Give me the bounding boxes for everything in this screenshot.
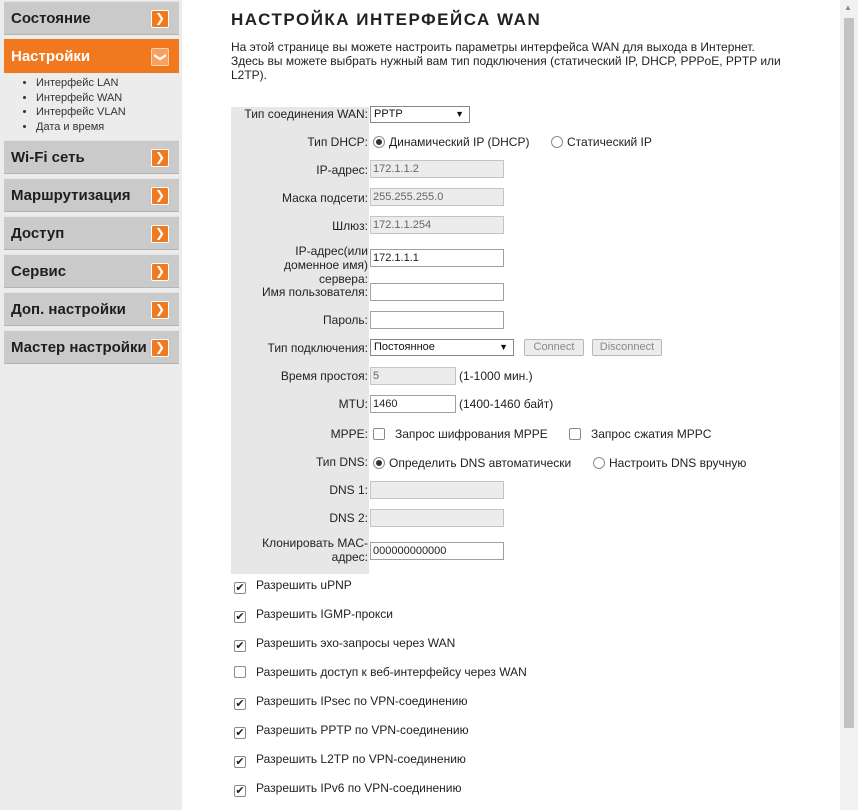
main-content bbox=[186, 0, 840, 810]
scrollbar-thumb[interactable] bbox=[844, 18, 854, 728]
page-description: На этой странице вы можете настроить параметры интерфейса WAN для выхода в Интернет. Здесь вы можете выбрать нужный вам тип подключения (статический IP, DHCP, PPPoE, PPTP или L2TP). bbox=[231, 40, 781, 82]
option-ipsec-vpn[interactable] bbox=[234, 694, 467, 710]
checkbox-checked-icon[interactable]: ✔ bbox=[235, 755, 245, 768]
dns1-label: DNS 1: bbox=[329, 483, 368, 497]
chevron-right-icon: ❯ bbox=[151, 301, 169, 319]
server-field[interactable]: 172.1.1.1 bbox=[370, 249, 504, 267]
submenu-item-lan[interactable]: • Интерфейс LAN bbox=[36, 76, 126, 91]
nav-item-label: Мастер настройки bbox=[11, 339, 147, 356]
checkbox-checked-icon[interactable]: ✔ bbox=[235, 784, 245, 797]
caret-down-icon: ▼ bbox=[455, 109, 464, 119]
dns-manual-option[interactable] bbox=[593, 456, 746, 470]
checkbox-checked-icon[interactable]: ✔ bbox=[235, 726, 245, 739]
conn-type-select[interactable] bbox=[370, 339, 514, 356]
option-label: Разрешить IPsec по VPN-соединению bbox=[256, 694, 468, 708]
option-wan-web-access[interactable] bbox=[234, 665, 527, 679]
dns-auto-label: Определить DNS автоматически bbox=[389, 456, 572, 470]
conn-type-value: Постоянное bbox=[374, 341, 435, 353]
mask-label: Маска подсети: bbox=[281, 191, 368, 205]
option-label: Разрешить эхо-запросы через WAN bbox=[256, 636, 456, 650]
chevron-down-icon: ❯ bbox=[151, 48, 169, 66]
password-field[interactable] bbox=[370, 311, 504, 329]
dhcp-dynamic-label: Динамический IP (DHCP) bbox=[389, 135, 530, 149]
submenu-item-datetime[interactable]: • Дата и время bbox=[36, 120, 126, 135]
mppc-compression-option[interactable] bbox=[569, 427, 711, 441]
dns-manual-label: Настроить DNS вручную bbox=[609, 456, 747, 470]
dhcp-type-label: Тип DHCP: bbox=[307, 135, 368, 149]
mppe-label: MPPE: bbox=[330, 427, 368, 441]
nav-item-label: Доступ bbox=[11, 225, 65, 242]
option-wan-ping[interactable] bbox=[234, 636, 455, 652]
option-label: Разрешить IGMP-прокси bbox=[256, 607, 394, 621]
ip-field[interactable]: 172.1.1.2 bbox=[370, 160, 504, 178]
wan-type-select[interactable] bbox=[370, 106, 470, 123]
dhcp-static-label: Статический IP bbox=[567, 135, 652, 149]
radio-selected-icon[interactable] bbox=[373, 457, 385, 469]
page-title: НАСТРОЙКА ИНТЕРФЕЙСА WAN bbox=[231, 10, 542, 29]
mtu-field[interactable]: 1460 bbox=[370, 395, 456, 413]
nav-item-label: Настройки bbox=[11, 48, 91, 65]
chevron-right-icon: ❯ bbox=[151, 339, 169, 357]
chevron-right-icon: ❯ bbox=[151, 225, 169, 243]
ip-label: IP-адрес: bbox=[316, 163, 368, 177]
wan-type-value: PPTP bbox=[374, 108, 403, 120]
submenu-item-wan[interactable]: • Интерфейс WAN bbox=[36, 91, 126, 106]
dhcp-static-option[interactable] bbox=[551, 135, 652, 149]
mppe-encryption-label: Запрос шифрования MPPE bbox=[395, 427, 548, 441]
nav-item-settings[interactable] bbox=[4, 39, 179, 73]
idle-hint: (1-1000 мин.) bbox=[459, 369, 533, 383]
settings-submenu bbox=[14, 76, 126, 134]
option-label: Разрешить L2TP по VPN-соединению bbox=[256, 752, 466, 766]
nav-item-routing[interactable] bbox=[4, 178, 179, 212]
idle-field[interactable]: 5 bbox=[370, 367, 456, 385]
checkbox-unchecked-icon[interactable] bbox=[373, 428, 385, 440]
nav-item-advanced[interactable] bbox=[4, 292, 179, 326]
gateway-field[interactable]: 172.1.1.254 bbox=[370, 216, 504, 234]
nav-item-wizard[interactable] bbox=[4, 330, 179, 364]
submenu-item-vlan[interactable]: • Интерфейс VLAN bbox=[36, 105, 126, 120]
nav-item-service[interactable] bbox=[4, 254, 179, 288]
checkbox-checked-icon[interactable]: ✔ bbox=[235, 639, 245, 652]
connect-button[interactable]: Connect bbox=[524, 339, 584, 356]
nav-item-label: Сервис bbox=[11, 263, 67, 280]
option-l2tp-vpn[interactable] bbox=[234, 752, 466, 768]
nav-item-access[interactable] bbox=[4, 216, 179, 250]
dns1-field[interactable] bbox=[370, 481, 504, 499]
gateway-label: Шлюз: bbox=[332, 219, 368, 233]
checkbox-checked-icon[interactable]: ✔ bbox=[235, 697, 245, 710]
mppc-compression-label: Запрос сжатия MPPC bbox=[591, 427, 712, 441]
option-label: Разрешить IPv6 по VPN-соединению bbox=[256, 781, 462, 795]
radio-selected-icon[interactable] bbox=[373, 136, 385, 148]
mtu-hint: (1400-1460 байт) bbox=[459, 397, 554, 411]
nav-item-label: Доп. настройки bbox=[11, 301, 126, 318]
radio-unselected-icon[interactable] bbox=[551, 136, 563, 148]
dns2-label: DNS 2: bbox=[329, 511, 368, 525]
dns-auto-option[interactable] bbox=[373, 456, 571, 470]
conn-type-label: Тип подключения: bbox=[267, 341, 368, 355]
mppe-encryption-option[interactable] bbox=[373, 427, 548, 441]
dns2-field[interactable] bbox=[370, 509, 504, 527]
idle-label: Время простоя: bbox=[280, 369, 368, 383]
wan-type-label: Тип соединения WAN: bbox=[244, 107, 368, 121]
dhcp-dynamic-option[interactable] bbox=[373, 135, 529, 149]
checkbox-checked-icon[interactable]: ✔ bbox=[235, 610, 245, 623]
sidebar bbox=[0, 0, 182, 810]
password-label: Пароль: bbox=[323, 313, 368, 327]
checkbox-checked-icon[interactable]: ✔ bbox=[235, 581, 245, 594]
option-label: Разрешить PPTP по VPN-соединению bbox=[256, 723, 469, 737]
mac-clone-field[interactable]: 000000000000 bbox=[370, 542, 504, 560]
nav-item-label: Wi-Fi сеть bbox=[11, 149, 85, 166]
option-label: Разрешить uPNP bbox=[256, 578, 352, 592]
nav-item-status[interactable] bbox=[4, 1, 179, 35]
option-label: Разрешить доступ к веб-интерфейсу через WAN bbox=[256, 665, 527, 679]
mac-clone-label: Клонировать MAC-адрес: bbox=[262, 536, 368, 564]
option-igmp-proxy[interactable] bbox=[234, 607, 393, 623]
caret-down-icon: ▼ bbox=[499, 342, 508, 352]
option-ipv6-vpn[interactable] bbox=[234, 781, 461, 797]
chevron-right-icon: ❯ bbox=[151, 10, 169, 28]
username-field[interactable] bbox=[370, 283, 504, 301]
scroll-up-icon[interactable]: ▲ bbox=[844, 3, 852, 12]
disconnect-button[interactable]: Disconnect bbox=[592, 339, 662, 356]
option-upnp[interactable] bbox=[234, 578, 352, 594]
chevron-right-icon: ❯ bbox=[151, 263, 169, 281]
chevron-right-icon: ❯ bbox=[151, 187, 169, 205]
option-pptp-vpn[interactable] bbox=[234, 723, 469, 739]
server-label: IP-адрес(или доменное имя) сервера: bbox=[284, 244, 368, 286]
mask-field[interactable]: 255.255.255.0 bbox=[370, 188, 504, 206]
nav-item-wifi[interactable] bbox=[4, 140, 179, 174]
chevron-right-icon: ❯ bbox=[151, 149, 169, 167]
dns-type-label: Тип DNS: bbox=[315, 455, 368, 469]
mtu-label: MTU: bbox=[338, 397, 368, 411]
username-label: Имя пользователя: bbox=[261, 285, 368, 299]
radio-unselected-icon[interactable] bbox=[593, 457, 605, 469]
checkbox-unchecked-icon[interactable] bbox=[569, 428, 581, 440]
nav-item-label: Состояние bbox=[11, 10, 91, 27]
checkbox-unchecked-icon[interactable] bbox=[234, 666, 246, 678]
vertical-scrollbar[interactable] bbox=[840, 0, 858, 810]
nav-item-label: Маршрутизация bbox=[11, 187, 131, 204]
